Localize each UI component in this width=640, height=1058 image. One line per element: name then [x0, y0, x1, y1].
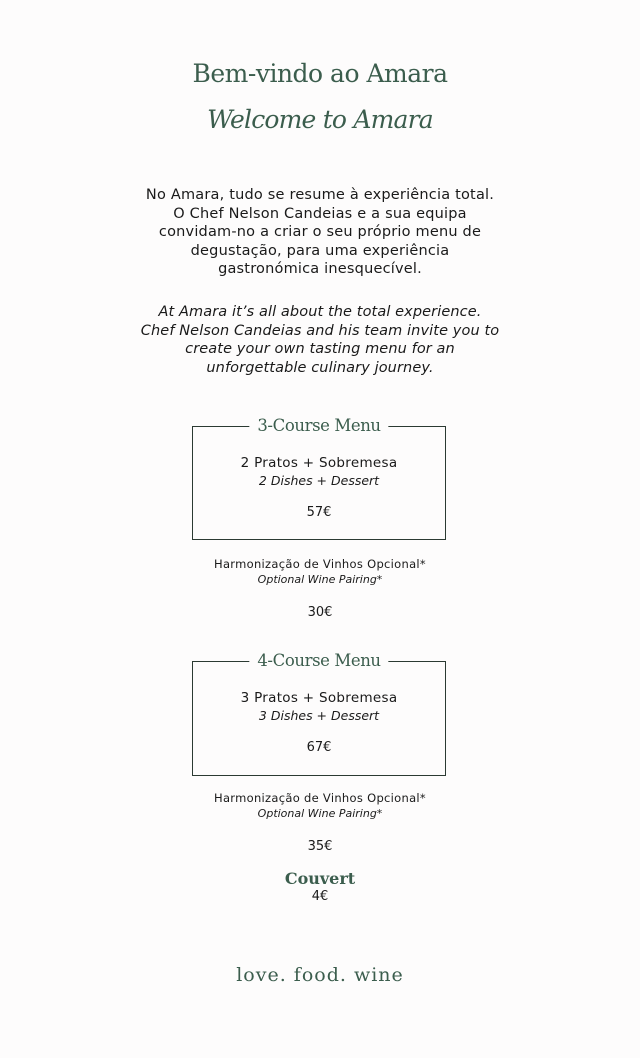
page-title-en: Welcome to Amara: [207, 105, 433, 134]
footer-tagline: love. food. wine: [236, 964, 404, 986]
intro-text-pt: No Amara, tudo se resume à experiência total. O Chef Nelson Candeias e a sua equipa convidam-no a criar o seu próprio menu de degustação, para uma experiência gastronómica inesquecível.: [145, 187, 495, 277]
menu-dishes-pt: 2 Pratos + Sobremesa: [240, 455, 398, 471]
four-course-menu-box: [192, 651, 446, 776]
wine-pairing-label-pt: Harmonização de Vinhos Opcional*: [214, 791, 426, 805]
wine-pairing-price: 30€: [307, 605, 333, 620]
menu-title: 4-Course Menu: [249, 649, 388, 673]
wine-pairing-label-en: Optional Wine Pairing*: [257, 573, 383, 586]
menu-dishes-en: 2 Dishes + Dessert: [258, 473, 380, 488]
menu-dishes-pt: 3 Pratos + Sobremesa: [240, 690, 398, 706]
menu-price: 57€: [306, 505, 332, 520]
page-title-pt: Bem-vindo ao Amara: [192, 59, 448, 88]
wine-pairing-price: 35€: [307, 839, 333, 854]
menu-dishes-en: 3 Dishes + Dessert: [258, 708, 380, 723]
couvert-title: Couvert: [284, 869, 356, 888]
menu-price: 67€: [306, 740, 332, 755]
wine-pairing-label-en: Optional Wine Pairing*: [257, 807, 383, 820]
intro-text-en: At Amara it’s all about the total experience. Chef Nelson Candeias and his team invite you to create your own tasting menu for an unforgettable culinary journey.: [140, 304, 500, 376]
couvert-price: 4€: [311, 889, 329, 904]
three-course-menu-box: [192, 416, 446, 540]
wine-pairing-label-pt: Harmonização de Vinhos Opcional*: [214, 557, 426, 571]
menu-title: 3-Course Menu: [249, 414, 388, 438]
